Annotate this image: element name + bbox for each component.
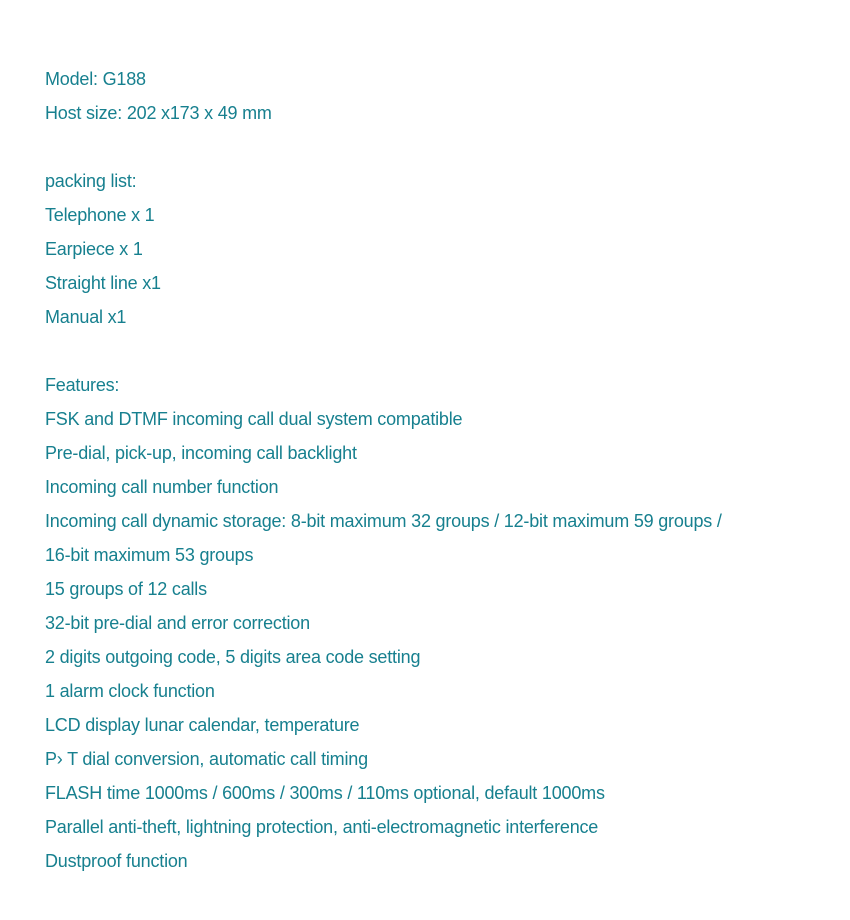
packing-item: Straight line x1 bbox=[45, 273, 161, 293]
feature-item: 16-bit maximum 53 groups bbox=[45, 545, 254, 565]
feature-item: Incoming call number function bbox=[45, 477, 279, 497]
section-spacer bbox=[45, 130, 835, 164]
packing-list-heading: packing list: bbox=[45, 171, 137, 191]
host-size-line: Host size: 202 x173 x 49 mm bbox=[45, 103, 272, 123]
section-spacer bbox=[45, 334, 835, 368]
feature-item: LCD display lunar calendar, temperature bbox=[45, 715, 360, 735]
feature-item: 32-bit pre-dial and error correction bbox=[45, 613, 310, 633]
spec-document bbox=[45, 62, 835, 878]
packing-item: Manual x1 bbox=[45, 307, 127, 327]
packing-item: Earpiece x 1 bbox=[45, 239, 143, 259]
features-heading: Features: bbox=[45, 375, 120, 395]
feature-item: Dustproof function bbox=[45, 851, 188, 871]
feature-item: Parallel anti-theft, lightning protection, anti-electromagnetic interference bbox=[45, 817, 599, 837]
feature-item: 1 alarm clock function bbox=[45, 681, 215, 701]
feature-item: 2 digits outgoing code, 5 digits area code setting bbox=[45, 647, 421, 667]
feature-item: Pre-dial, pick-up, incoming call backlight bbox=[45, 443, 357, 463]
model-line: Model: G188 bbox=[45, 69, 146, 89]
feature-item: FSK and DTMF incoming call dual system compatible bbox=[45, 409, 463, 429]
feature-item: FLASH time 1000ms / 600ms / 300ms / 110ms optional, default 1000ms bbox=[45, 783, 605, 803]
feature-item: 15 groups of 12 calls bbox=[45, 579, 207, 599]
feature-item: Incoming call dynamic storage: 8-bit maximum 32 groups / 12-bit maximum 59 groups / bbox=[45, 511, 722, 531]
packing-item: Telephone x 1 bbox=[45, 205, 155, 225]
feature-item: P› T dial conversion, automatic call timing bbox=[45, 749, 368, 769]
